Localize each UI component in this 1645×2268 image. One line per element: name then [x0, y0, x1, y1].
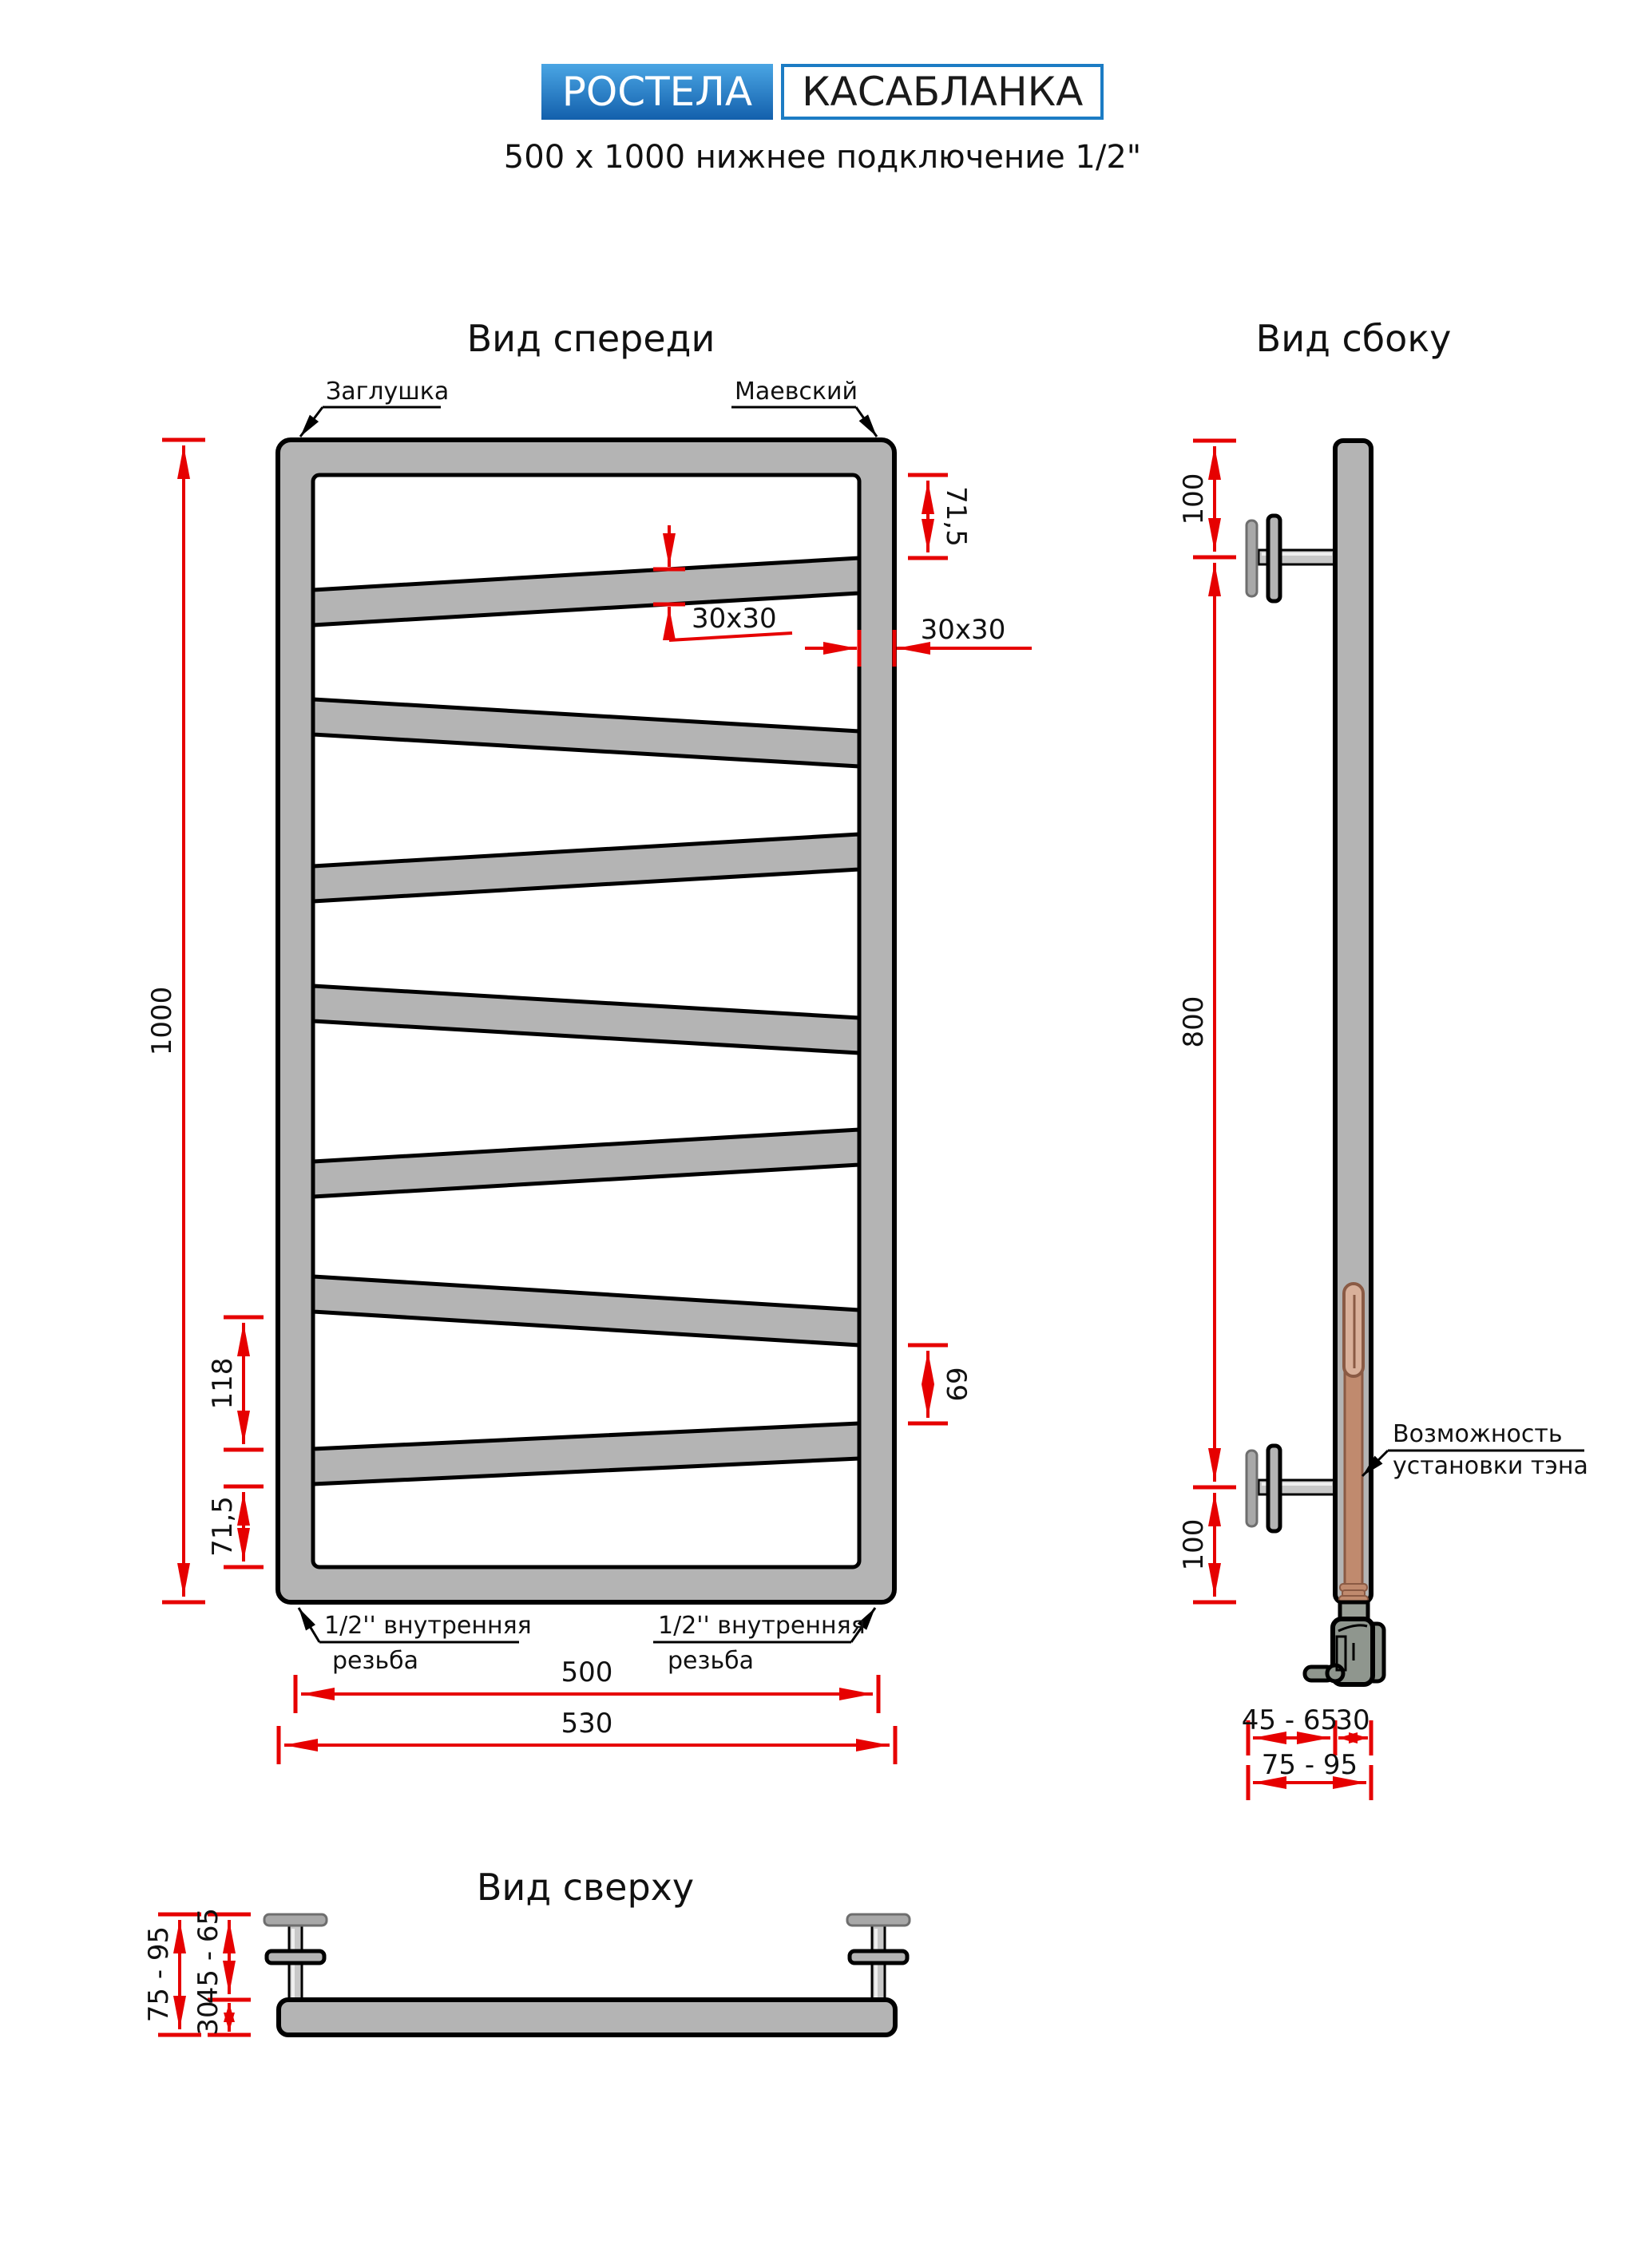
dim-tube-depth: 30 [1335, 1704, 1370, 1736]
dim-wall-overall: 75 - 95 [1261, 1749, 1358, 1781]
dim-wall-to-tube: 45 - 65 [1241, 1704, 1338, 1736]
dim-rung-section: 30x30 [692, 603, 777, 635]
dim-frame-section: 30x30 [920, 614, 1006, 646]
dim-bracket-span: 800 [1178, 995, 1210, 1048]
side-bracket-bottom [1247, 1446, 1337, 1531]
dim-height: 1000 [146, 986, 178, 1056]
dim-width-overall: 530 [561, 1708, 613, 1740]
model-name: КАСАБЛАНКА [802, 69, 1084, 115]
front-view [146, 317, 1032, 1764]
top-view-bar [279, 2000, 895, 2035]
top-view [143, 1866, 910, 2036]
dim-gap-right: 69 [940, 1367, 972, 1402]
front-view-title: Вид спереди [466, 317, 715, 360]
dim-bracket-bottom: 100 [1178, 1518, 1210, 1571]
thread-left-label-line1: 1/2'' внутренняя [324, 1612, 532, 1640]
heater-label-line2: установки тэна [1393, 1452, 1588, 1480]
top-dim-wall-to-tube: 45 - 65 [192, 1907, 224, 2005]
size-subtitle: 500 x 1000 нижнее подключение 1/2" [503, 139, 1142, 176]
heater-label-line1: Возможность [1393, 1420, 1563, 1448]
plug-label: Заглушка [326, 378, 450, 406]
thread-left-label-line2: резьба [332, 1647, 419, 1675]
side-bracket-top [1247, 516, 1337, 601]
top-dim-tube-depth: 30 [192, 2001, 224, 2036]
dim-top-offset: 71,5 [940, 486, 972, 547]
side-view-title: Вид сбоку [1255, 317, 1452, 360]
dim-gap-left: 118 [207, 1357, 239, 1410]
brand-name: РОСТЕЛА [561, 69, 753, 115]
heater-housing [1305, 1602, 1384, 1684]
dim-width-connections: 500 [561, 1656, 613, 1688]
top-view-title: Вид сверху [476, 1866, 695, 1909]
top-bracket-left [264, 1914, 327, 2001]
thread-right-label-line1: 1/2'' внутренняя [658, 1612, 866, 1640]
dim-bottom-offset: 71,5 [207, 1496, 239, 1557]
side-view [1178, 317, 1588, 1800]
thread-right-label-line2: резьба [668, 1647, 755, 1675]
top-dim-wall-overall: 75 - 95 [143, 1926, 175, 2023]
valve-label: Маевский [735, 378, 858, 406]
top-bracket-right [847, 1914, 910, 2001]
dim-bracket-top: 100 [1178, 473, 1210, 525]
